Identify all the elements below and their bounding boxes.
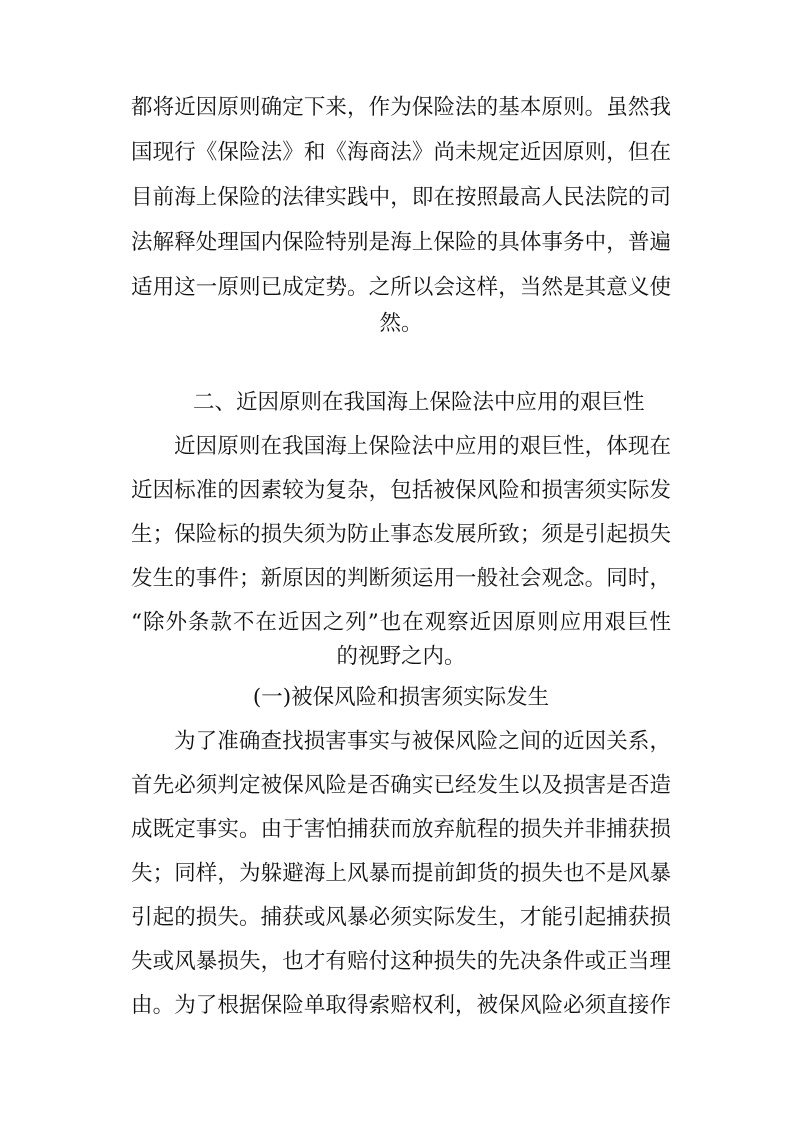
paragraph-2-line-6: 的视野之内。 xyxy=(336,644,466,669)
paragraph-3-line-3: 成既定事实。由于害怕捕获而放弃航程的损失并非捕获损 xyxy=(131,817,671,842)
section-heading: 二、近因原则在我国海上保险法中应用的艰巨性 xyxy=(193,390,645,415)
paragraph-1-line-6: 然。 xyxy=(379,311,423,336)
paragraph-3-line-2: 首先必须判定被保风险是否确实已经发生以及损害是否造 xyxy=(131,773,671,798)
paragraph-3-line-6: 失或风暴损失，也才有赔付这种损失的先决条件或正当理 xyxy=(131,949,671,974)
paragraph-1-line-4: 法解释处理国内保险特别是海上保险的具体事务中，普遍 xyxy=(131,230,671,255)
paragraph-1-line-5: 适用这一原则已成定势。之所以会这样，当然是其意义使 xyxy=(131,275,671,300)
paragraph-2-line-5: “除外条款不在近因之列”也在观察近因原则应用艰巨性 xyxy=(131,610,671,635)
paragraph-1-line-3: 目前海上保险的法律实践中，即在按照最高人民法院的司 xyxy=(131,185,671,210)
paragraph-2-line-3: 生；保险标的损失须为防止事态发展所致；须是引起损失 xyxy=(131,522,671,547)
paragraph-3-line-4: 失；同样，为躲避海上风暴而提前卸货的损失也不是风暴 xyxy=(131,861,671,886)
subsection-heading: (一)被保风险和损害须实际发生 xyxy=(252,685,550,710)
paragraph-2-line-4: 发生的事件；新原因的判断须运用一般社会观念。同时， xyxy=(131,566,671,591)
paragraph-2-line-2: 近因标准的因素较为复杂，包括被保风险和损害须实际发 xyxy=(131,478,671,503)
paragraph-1-line-2: 国现行《保险法》和《海商法》尚未规定近因原则，但在 xyxy=(131,140,671,165)
paragraph-2-line-1: 近因原则在我国海上保险法中应用的艰巨性，体现在 xyxy=(174,434,671,459)
paragraph-3-line-5: 引起的损失。捕获或风暴必须实际发生，才能引起捕获损 xyxy=(131,905,671,930)
paragraph-1-line-1: 都将近因原则确定下来，作为保险法的基本原则。虽然我 xyxy=(131,95,671,120)
paragraph-3-line-1: 为了准确查找损害事实与被保风险之间的近因关系， xyxy=(174,729,671,754)
paragraph-3-line-7: 由。为了根据保险单取得索赔权利，被保风险必须直接作 xyxy=(131,993,671,1018)
